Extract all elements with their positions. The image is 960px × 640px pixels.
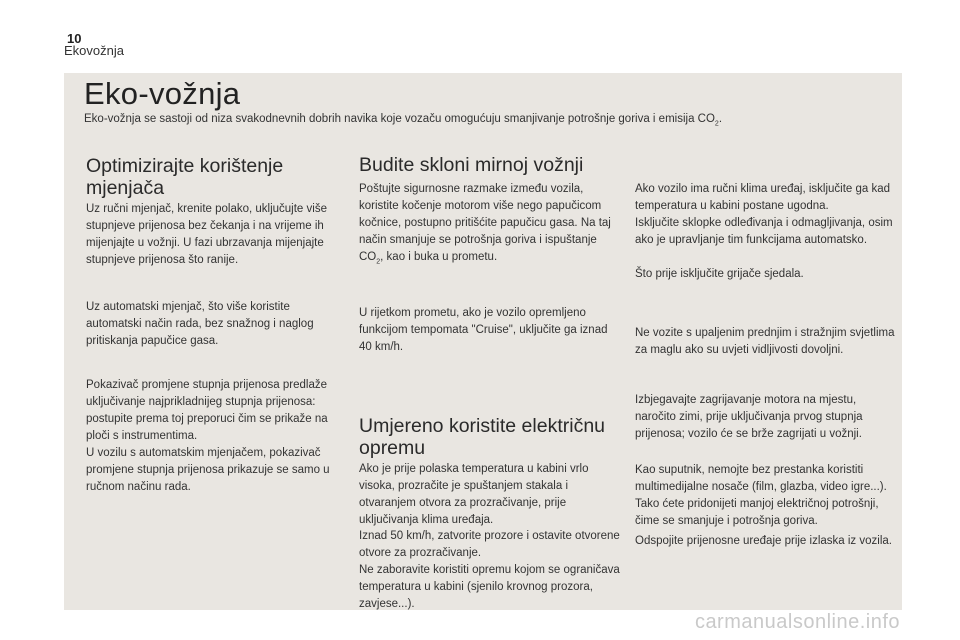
paragraph-multimedia: Kao suputnik, nemojte bez prestanka koristiti multimedijalne nosače (film, glazba, video igre...). Tako ćete pridonijeti manjoj električnoj potrošnji, čime se smanjuje i potrošnja goriva. [635, 464, 887, 527]
paragraph-close-windows: Iznad 50 km/h, zatvorite prozore i ostavite otvorene otvore za prozračivanje. [359, 530, 620, 559]
paragraph-manual-gearbox: Uz ručni mjenjač, krenite polako, uključujte više stupnjeve prijenosa bez čekanja i na vrijeme ih mijenjajte u vožnji. U fazi ubrzavanja mijenjajte stupnjeve prijenosa što ranije. [86, 203, 327, 266]
intro-text: Eko-vožnja se sastoji od niza svakodnevnih dobrih navika koje vozaču omogućuju smanjivanje potrošnje goriva i emisija $CO_2$. [84, 113, 723, 128]
watermark: carmanualsonline.info [694, 611, 900, 633]
paragraph-gear-indicator: Pokazivač promjene stupnja prijenosa predlaže uključivanje najprikladnijeg stupnja prijenosa: postupite prema toj preporuci čim se prikaže na ploči s instrumentima. [86, 379, 328, 442]
section-label: Ekovožnja [64, 43, 124, 58]
paragraph-manual-ac: Ako vozilo ima ručni klima uređaj, isključite ga kad temperatura u kabini postane ugodna. [635, 183, 891, 212]
heading-calm-driving: Budite skloni mirnoj vožnji [359, 154, 584, 176]
heading-gearbox: Optimizirajte korištenje mjenjača [86, 155, 284, 199]
page-number: 10 [67, 31, 82, 46]
paragraph-fog-lamps: Ne vozite s upaljenim prednjim i stražnjim svjetlima za maglu ako su uvjeti vidljivosti dovoljni. [635, 327, 895, 356]
paragraph-demisting: Isključite sklopke odleđivanja i odmagljivanja, osim ako je upravljanje tim funkcijama automatsko. [635, 217, 893, 246]
paragraph-gear-indicator-auto: U vozilu s automatskim mjenjačem, pokazivač promjene stupnja prijenosa prikazuje se samo u ručnom načinu rada. [86, 447, 330, 493]
paragraph-safe-distance: Poštujte sigurnosne razmake između vozila, koristite kočenje motorom više nego papučicom kočnice, postupno pritišćite papučicu gasa. Na taj način smanjuje se potrošnja goriva i ispuštanje $CO_2$, kao i buka u prometu. [359, 183, 611, 266]
paragraph-engine-warmup: Izbjegavajte zagrijavanje motora na mjestu, naročito zimi, prije uključivanja prvog stupnja prijenosa; vozilo će se brže zagrijati u vožnji. [635, 394, 863, 440]
paragraph-automatic-gearbox: Uz automatski mjenjač, što više koristite automatski način rada, bez snažnog i naglog pritiskanja papučice gasa. [86, 301, 314, 347]
page-title: Eko-vožnja [84, 76, 241, 111]
paragraph-seat-heaters: Što prije isključite grijače sjedala. [635, 268, 804, 280]
heading-electrical-equipment: Umjereno koristite električnu opremu [359, 415, 606, 459]
paragraph-sun-blinds: Ne zaboravite koristiti opremu kojom se ograničava temperatura u kabini (sjenilo krovnog prozora, zavjese...). [359, 564, 620, 610]
paragraph-cruise-control: U rijetkom prometu, ako je vozilo opremljeno funkcijom tempomata "Cruise", uključite ga iznad 40 km/h. [359, 307, 608, 353]
paragraph-disconnect-devices: Odspojite prijenosne uređaje prije izlaska iz vozila. [635, 535, 892, 547]
paragraph-cabin-ventilation: Ako je prije polaska temperatura u kabini vrlo visoka, prozračite je spuštanjem stakala i otvaranjem otvora za prozračivanje, prije uključivanja klima uređaja. [359, 463, 589, 526]
